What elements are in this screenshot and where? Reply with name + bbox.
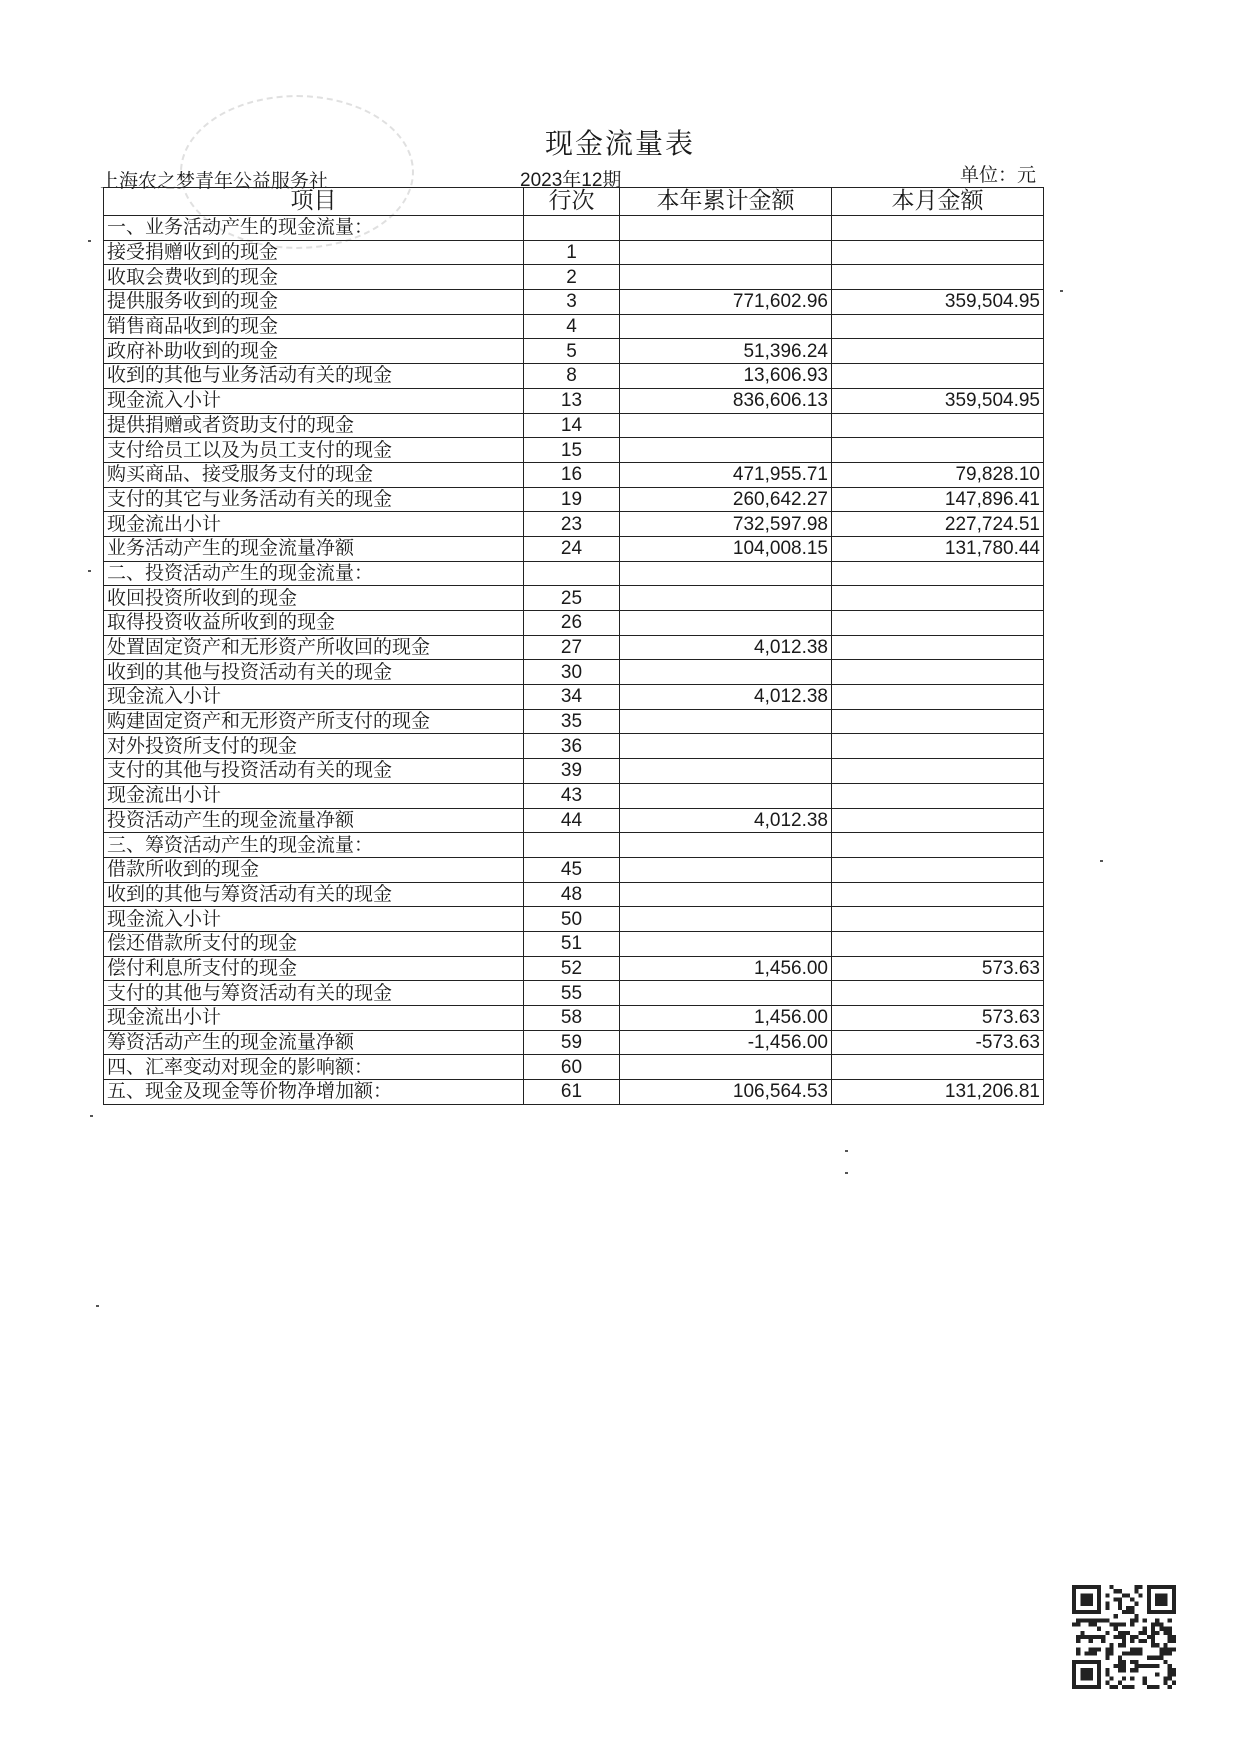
row-ytd-amount [620, 857, 832, 882]
row-line-number: 16 [524, 462, 620, 487]
row-item-label: 二、投资活动产生的现金流量： [104, 561, 524, 586]
scan-speck [96, 1305, 99, 1307]
row-line-number: 52 [524, 956, 620, 981]
row-month-amount: 131,780.44 [832, 536, 1044, 561]
table-row [104, 240, 1044, 265]
row-item-label: 偿还借款所支付的现金 [104, 931, 524, 956]
row-month-amount [832, 413, 1044, 438]
table-row [104, 364, 1044, 389]
table-row [104, 1055, 1044, 1080]
header-line: 行次 [524, 188, 620, 216]
row-item-label: 收到的其他与筹资活动有关的现金 [104, 882, 524, 907]
row-month-amount: 573.63 [832, 1006, 1044, 1031]
row-line-number: 3 [524, 290, 620, 315]
row-month-amount [832, 931, 1044, 956]
row-ytd-amount [620, 240, 832, 265]
row-line-number: 1 [524, 240, 620, 265]
row-item-label: 现金流入小计 [104, 907, 524, 932]
cash-flow-table [103, 187, 1044, 1105]
scan-speck [845, 1150, 848, 1152]
qr-code-icon [1072, 1585, 1176, 1689]
row-line-number: 43 [524, 783, 620, 808]
table-row [104, 981, 1044, 1006]
row-month-amount: -573.63 [832, 1030, 1044, 1055]
table-row [104, 907, 1044, 932]
scan-speck [845, 1172, 848, 1174]
row-line-number: 35 [524, 709, 620, 734]
row-item-label: 现金流出小计 [104, 1006, 524, 1031]
row-item-label: 收取会费收到的现金 [104, 265, 524, 290]
table-row [104, 882, 1044, 907]
row-month-amount [832, 216, 1044, 241]
row-month-amount: 359,504.95 [832, 388, 1044, 413]
row-item-label: 现金流入小计 [104, 388, 524, 413]
row-item-label: 对外投资所支付的现金 [104, 734, 524, 759]
row-item-label: 购买商品、接受服务支付的现金 [104, 462, 524, 487]
row-month-amount [832, 783, 1044, 808]
row-month-amount [832, 265, 1044, 290]
table-row [104, 413, 1044, 438]
report-period: 2023年12期 [520, 170, 622, 191]
row-month-amount [832, 709, 1044, 734]
table-row [104, 1006, 1044, 1031]
row-ytd-amount [620, 783, 832, 808]
row-ytd-amount: 260,642.27 [620, 487, 832, 512]
row-item-label: 收到的其他与投资活动有关的现金 [104, 660, 524, 685]
row-item-label: 处置固定资产和无形资产所收回的现金 [104, 635, 524, 660]
row-item-label: 购建固定资产和无形资产所支付的现金 [104, 709, 524, 734]
row-month-amount [832, 759, 1044, 784]
row-line-number: 39 [524, 759, 620, 784]
row-ytd-amount [620, 265, 832, 290]
row-line-number: 34 [524, 685, 620, 710]
table-row [104, 561, 1044, 586]
row-item-label: 四、汇率变动对现金的影响额： [104, 1055, 524, 1080]
table-row [104, 512, 1044, 537]
row-line-number: 61 [524, 1080, 620, 1105]
table-row [104, 438, 1044, 463]
row-item-label: 现金流出小计 [104, 783, 524, 808]
row-line-number: 8 [524, 364, 620, 389]
row-line-number: 59 [524, 1030, 620, 1055]
row-line-number: 23 [524, 512, 620, 537]
row-line-number: 27 [524, 635, 620, 660]
row-ytd-amount: 1,456.00 [620, 1006, 832, 1031]
row-line-number: 36 [524, 734, 620, 759]
row-line-number: 15 [524, 438, 620, 463]
table-row [104, 956, 1044, 981]
row-month-amount: 79,828.10 [832, 462, 1044, 487]
row-ytd-amount [620, 314, 832, 339]
organization-name: 上海农之梦青年公益服务社 [100, 170, 329, 192]
row-ytd-amount: 106,564.53 [620, 1080, 832, 1105]
table-row [104, 685, 1044, 710]
row-line-number [524, 216, 620, 241]
row-ytd-amount [620, 709, 832, 734]
row-item-label: 三、筹资活动产生的现金流量： [104, 833, 524, 858]
row-ytd-amount [620, 833, 832, 858]
row-item-label: 支付的其他与投资活动有关的现金 [104, 759, 524, 784]
row-line-number: 4 [524, 314, 620, 339]
row-item-label: 接受捐赠收到的现金 [104, 240, 524, 265]
row-month-amount [832, 561, 1044, 586]
row-month-amount [832, 635, 1044, 660]
row-month-amount [832, 1055, 1044, 1080]
header-ytd: 本年累计金额 [620, 188, 832, 216]
table-row [104, 462, 1044, 487]
row-line-number: 58 [524, 1006, 620, 1031]
scan-speck [1060, 290, 1063, 292]
scan-speck [90, 1115, 93, 1117]
row-ytd-amount [620, 561, 832, 586]
row-ytd-amount: 4,012.38 [620, 808, 832, 833]
row-line-number: 50 [524, 907, 620, 932]
row-line-number: 19 [524, 487, 620, 512]
row-item-label: 一、业务活动产生的现金流量： [104, 216, 524, 241]
row-month-amount [832, 882, 1044, 907]
row-month-amount: 147,896.41 [832, 487, 1044, 512]
scan-speck [88, 240, 91, 242]
table-row [104, 635, 1044, 660]
row-item-label: 支付的其他与筹资活动有关的现金 [104, 981, 524, 1006]
row-ytd-amount [620, 660, 832, 685]
row-ytd-amount: 732,597.98 [620, 512, 832, 537]
row-item-label: 支付给员工以及为员工支付的现金 [104, 438, 524, 463]
row-line-number: 5 [524, 339, 620, 364]
table-row [104, 611, 1044, 636]
table-row [104, 487, 1044, 512]
row-ytd-amount: 836,606.13 [620, 388, 832, 413]
row-ytd-amount [620, 759, 832, 784]
row-ytd-amount: 771,602.96 [620, 290, 832, 315]
document-title: 现金流量表 [544, 127, 695, 160]
row-line-number [524, 561, 620, 586]
row-item-label: 偿付利息所支付的现金 [104, 956, 524, 981]
row-item-label: 五、现金及现金等价物净增加额： [104, 1080, 524, 1105]
table-row [104, 808, 1044, 833]
row-line-number: 48 [524, 882, 620, 907]
row-item-label: 借款所收到的现金 [104, 857, 524, 882]
table-row [104, 290, 1044, 315]
row-item-label: 提供捐赠或者资助支付的现金 [104, 413, 524, 438]
row-line-number: 55 [524, 981, 620, 1006]
row-ytd-amount [620, 907, 832, 932]
row-month-amount [832, 833, 1044, 858]
row-ytd-amount [620, 216, 832, 241]
row-month-amount: 573.63 [832, 956, 1044, 981]
row-month-amount [832, 981, 1044, 1006]
currency-unit: 单位：元 [960, 164, 1037, 186]
row-ytd-amount [620, 981, 832, 1006]
row-ytd-amount: 13,606.93 [620, 364, 832, 389]
table-row [104, 388, 1044, 413]
row-item-label: 现金流入小计 [104, 685, 524, 710]
row-month-amount [832, 857, 1044, 882]
table-row [104, 314, 1044, 339]
row-line-number: 51 [524, 931, 620, 956]
table-row [104, 536, 1044, 561]
table-row [104, 265, 1044, 290]
row-month-amount [832, 660, 1044, 685]
row-month-amount [832, 364, 1044, 389]
row-item-label: 政府补助收到的现金 [104, 339, 524, 364]
table-header-row [104, 188, 1044, 216]
row-ytd-amount [620, 611, 832, 636]
row-item-label: 提供服务收到的现金 [104, 290, 524, 315]
table-row [104, 931, 1044, 956]
row-ytd-amount: 1,456.00 [620, 956, 832, 981]
row-month-amount [832, 438, 1044, 463]
row-line-number: 13 [524, 388, 620, 413]
row-month-amount [832, 339, 1044, 364]
row-ytd-amount: 4,012.38 [620, 685, 832, 710]
row-line-number: 14 [524, 413, 620, 438]
row-month-amount [832, 808, 1044, 833]
row-month-amount [832, 586, 1044, 611]
row-ytd-amount [620, 586, 832, 611]
row-month-amount: 359,504.95 [832, 290, 1044, 315]
row-line-number: 45 [524, 857, 620, 882]
row-month-amount [832, 734, 1044, 759]
table-row [104, 216, 1044, 241]
row-item-label: 现金流出小计 [104, 512, 524, 537]
row-line-number: 26 [524, 611, 620, 636]
row-item-label: 销售商品收到的现金 [104, 314, 524, 339]
row-item-label: 收到的其他与业务活动有关的现金 [104, 364, 524, 389]
table-row [104, 339, 1044, 364]
row-item-label: 取得投资收益所收到的现金 [104, 611, 524, 636]
row-ytd-amount [620, 413, 832, 438]
row-month-amount [832, 907, 1044, 932]
row-item-label: 投资活动产生的现金流量净额 [104, 808, 524, 833]
row-ytd-amount [620, 931, 832, 956]
row-line-number: 24 [524, 536, 620, 561]
row-item-label: 筹资活动产生的现金流量净额 [104, 1030, 524, 1055]
row-line-number: 25 [524, 586, 620, 611]
row-ytd-amount: 471,955.71 [620, 462, 832, 487]
header-item: 项目 [104, 188, 524, 216]
table-row [104, 660, 1044, 685]
row-ytd-amount: 4,012.38 [620, 635, 832, 660]
header-month: 本月金额 [832, 188, 1044, 216]
row-ytd-amount: 104,008.15 [620, 536, 832, 561]
table-row [104, 709, 1044, 734]
row-month-amount: 227,724.51 [832, 512, 1044, 537]
row-ytd-amount [620, 882, 832, 907]
row-month-amount: 131,206.81 [832, 1080, 1044, 1105]
row-line-number: 30 [524, 660, 620, 685]
row-ytd-amount: -1,456.00 [620, 1030, 832, 1055]
scan-speck [88, 570, 91, 572]
row-line-number: 60 [524, 1055, 620, 1080]
row-line-number: 2 [524, 265, 620, 290]
table-row [104, 833, 1044, 858]
row-item-label: 支付的其它与业务活动有关的现金 [104, 487, 524, 512]
row-month-amount [832, 611, 1044, 636]
row-item-label: 收回投资所收到的现金 [104, 586, 524, 611]
table-row [104, 783, 1044, 808]
table-row [104, 1030, 1044, 1055]
row-ytd-amount [620, 1055, 832, 1080]
row-month-amount [832, 240, 1044, 265]
table-row [104, 586, 1044, 611]
row-line-number [524, 833, 620, 858]
row-month-amount [832, 314, 1044, 339]
row-ytd-amount [620, 438, 832, 463]
table-row [104, 734, 1044, 759]
row-ytd-amount [620, 734, 832, 759]
row-month-amount [832, 685, 1044, 710]
row-ytd-amount: 51,396.24 [620, 339, 832, 364]
scan-speck [1100, 860, 1103, 862]
table-row [104, 857, 1044, 882]
table-row [104, 759, 1044, 784]
row-item-label: 业务活动产生的现金流量净额 [104, 536, 524, 561]
table-row [104, 1080, 1044, 1105]
row-line-number: 44 [524, 808, 620, 833]
